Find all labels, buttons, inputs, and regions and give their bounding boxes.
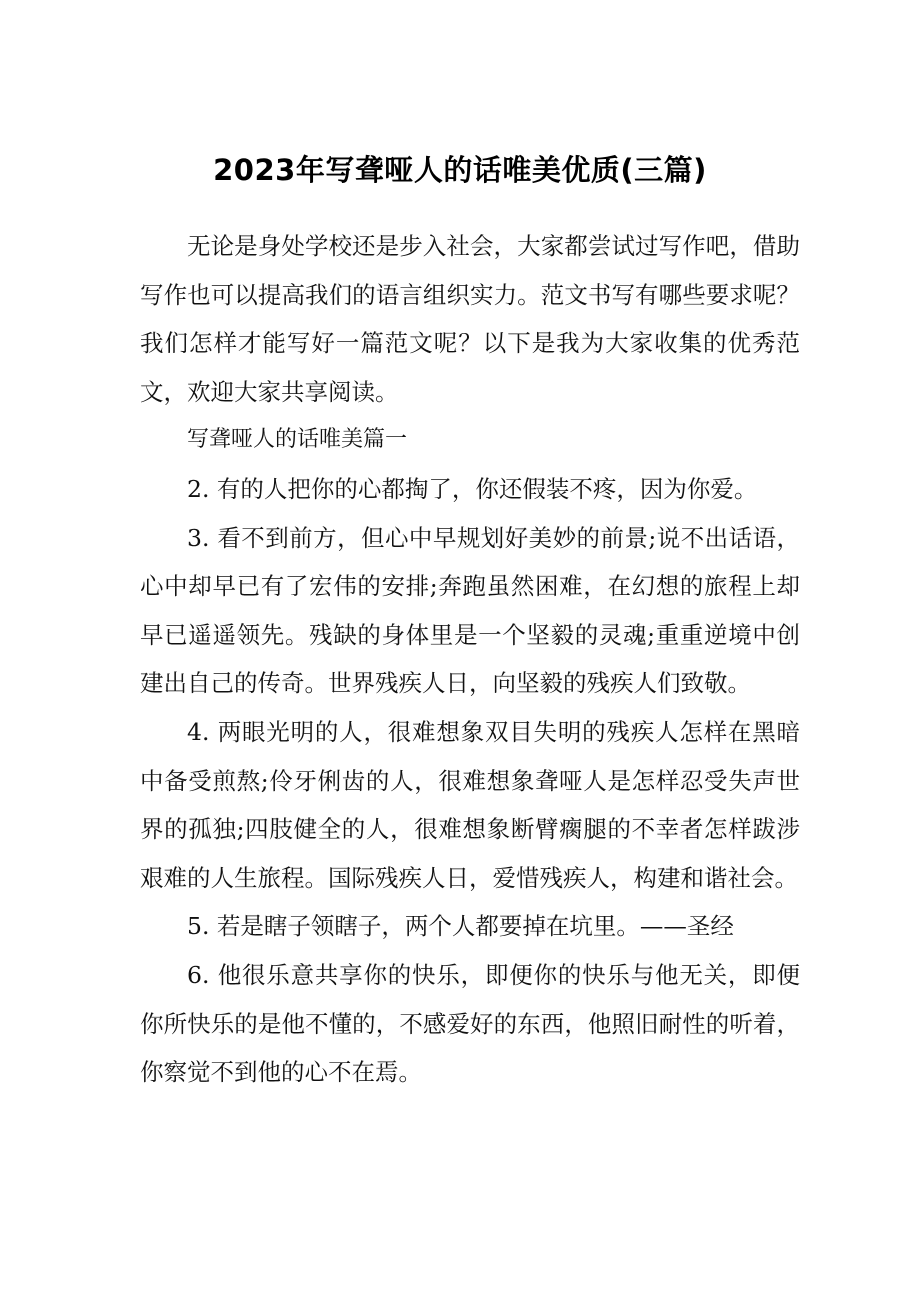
list-item-2: 2. 有的人把你的心都掏了，你还假装不疼，因为你爱。 [187,474,758,503]
document-title: 2023年写聋哑人的话唯美优质(三篇) [213,153,707,187]
list-item-5: 5. 若是瞎子领瞎子，两个人都要掉在坑里。——圣经 [187,912,734,941]
intro-paragraph: 无论是身处学校还是步入社会，大家都尝试过写作吧，借助写作也可以提高我们的语言组织实力。范文书写有哪些要求呢？我们怎样才能写好一篇范文呢？以下是我为大家收集的优秀范文，欢迎大家共享阅读。 [140,232,800,406]
list-item-4: 4. 两眼光明的人，很难想象双目失明的残疾人怎样在黑暗中备受煎熬;伶牙俐齿的人，很难想象聋哑人是怎样忍受失声世界的孤独;四肢健全的人，很难想象断臂瘸腿的不幸者怎样跋涉艰难的人生旅程。国际残疾人日，爱惜残疾人，构建和谐社会。 [140,717,800,892]
list-item-6: 6. 他很乐意共享你的快乐，即便你的快乐与他无关，即便你所快乐的是他不懂的，不感爱好的东西，他照旧耐性的听着，你察觉不到他的心不在焉。 [140,960,800,1087]
section-heading: 写聋哑人的话唯美篇一 [187,427,408,453]
list-item-3: 3. 看不到前方，但心中早规划好美妙的前景;说不出话语，心中却早已有了宏伟的安排;奔跑虽然困难，在幻想的旅程上却早已遥遥领先。残缺的身体里是一个坚毅的灵魂;重重逆境中创建出自己的传奇。世界残疾人日，向坚毅的残疾人们致敬。 [140,523,800,698]
document-body [140,222,800,1097]
